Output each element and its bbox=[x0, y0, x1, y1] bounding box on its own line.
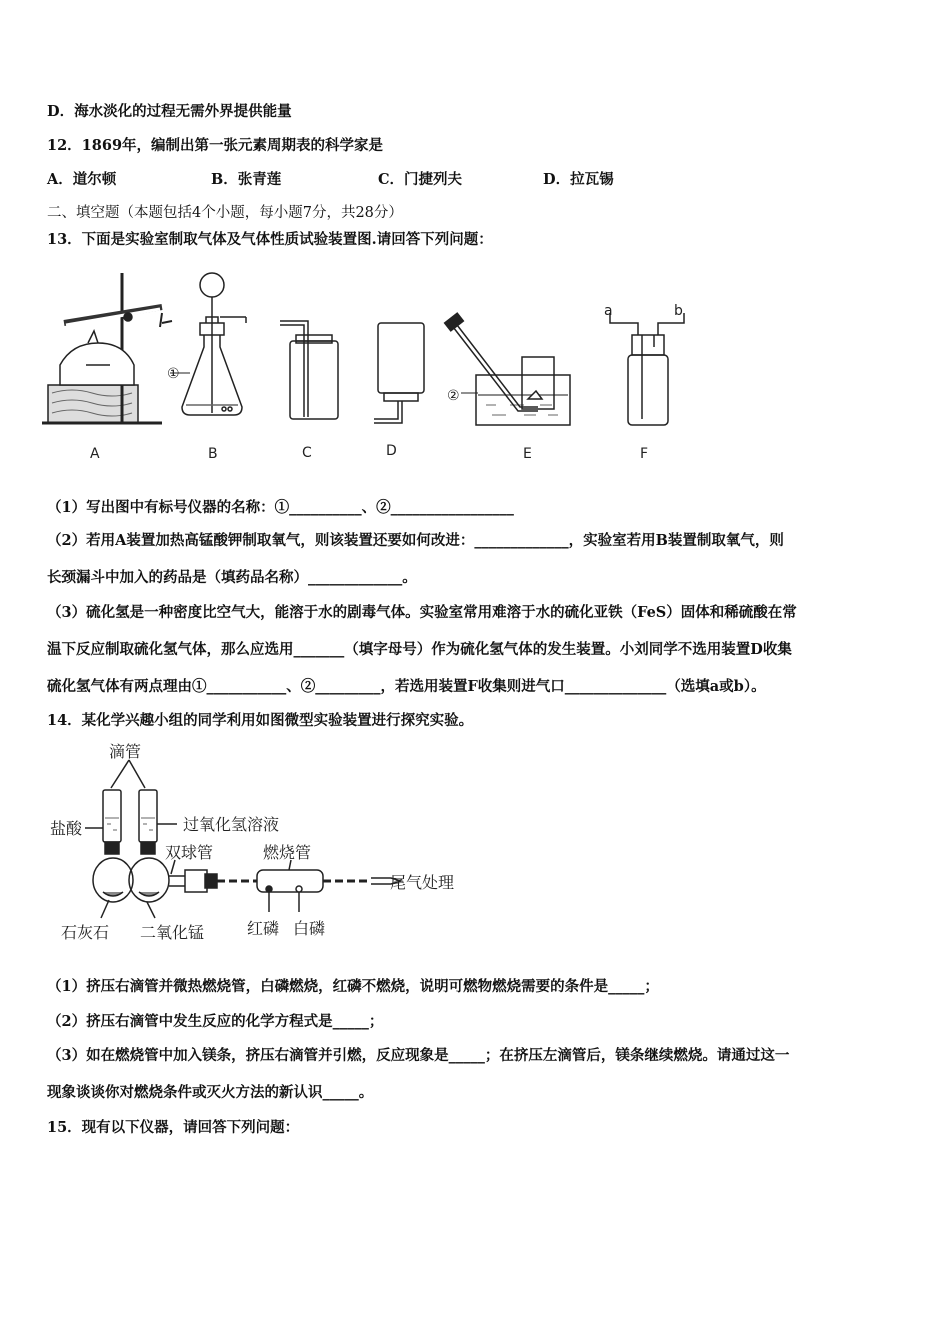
label-combustion-tube: 燃烧管 bbox=[263, 843, 312, 862]
q13-part2-line2: 长颈漏斗中加入的药品是（填药品名称）_____________。 bbox=[47, 569, 417, 586]
q13-part3-line2: 温下反应制取硫化氢气体，那么应选用_______（填字母号）作为硫化氢气体的发生装置。小刘同学不选用装置D收集 bbox=[47, 641, 792, 658]
q14-part3-line2: 现象谈谈你对燃烧条件或灭火方法的新认识_____。 bbox=[47, 1084, 374, 1101]
label-b: B bbox=[208, 446, 218, 462]
q13-part3-line3: 硫化氢气体有两点理由①___________、②_________，若选用装置F收集则进气口______________（选填a或b）。 bbox=[47, 678, 766, 695]
q13-stem: 13．下面是实验室制取气体及气体性质试验装置图.请回答下列问题： bbox=[47, 231, 493, 248]
q11-option-d: D．海水淡化的过程无需外界提供能量 bbox=[47, 103, 292, 120]
apparatus-d bbox=[374, 323, 424, 423]
label-h2o2: 过氧化氢溶液 bbox=[183, 815, 280, 834]
mark-a: a bbox=[604, 303, 613, 319]
label-c: C bbox=[302, 445, 312, 461]
section-title: 二、填空题（本题包括4个小题，每小题7分，共28分） bbox=[47, 205, 403, 221]
label-tail-gas: 尾气处理 bbox=[390, 873, 455, 892]
apparatus-a bbox=[42, 273, 172, 423]
q14-part1: （1）挤压右滴管并微热燃烧管，白磷燃烧，红磷不燃烧，说明可燃物燃烧需要的条件是_____； bbox=[47, 978, 659, 995]
q14-stem: 14．某化学兴趣小组的同学利用如图微型实验装置进行探究实验。 bbox=[47, 712, 474, 729]
apparatus-e bbox=[445, 313, 570, 425]
label-red-p: 红磷 bbox=[247, 919, 280, 938]
q12-option-a: A．道尔顿 bbox=[47, 171, 117, 188]
apparatus-b bbox=[170, 273, 246, 415]
q13-part2-line1: （2）若用A装置加热高锰酸钾制取氧气，则该装置还要如何改进：_____________，实验室若用B装置制取氧气，则 bbox=[47, 532, 784, 549]
q12-stem: 12．1869年，编制出第一张元素周期表的科学家是 bbox=[47, 137, 384, 154]
q13-part3-line1: （3）硫化氢是一种密度比空气大，能溶于水的剧毒气体。实验室常用难溶于水的硫化亚铁（FeS）固体和稀硫酸在常 bbox=[47, 604, 797, 621]
q15-stem: 15．现有以下仪器，请回答下列问题： bbox=[47, 1119, 300, 1136]
q14-part3-line1: （3）如在燃烧管中加入镁条，挤压右滴管并引燃，反应现象是_____；在挤压左滴管后，镁条继续燃烧。请通过这一 bbox=[47, 1047, 790, 1064]
q13-apparatus-figure bbox=[40, 265, 720, 465]
label-limestone: 石灰石 bbox=[61, 923, 110, 942]
label-f: F bbox=[640, 446, 649, 462]
label-e: E bbox=[523, 446, 532, 462]
label-mno2: 二氧化锰 bbox=[140, 923, 205, 942]
label-a: A bbox=[90, 446, 100, 462]
q12-option-d: D．拉瓦锡 bbox=[543, 171, 614, 188]
label-double-bulb: 双球管 bbox=[165, 843, 214, 862]
mark-one: ① bbox=[167, 366, 180, 382]
label-d: D bbox=[386, 443, 397, 459]
apparatus-f bbox=[610, 313, 684, 425]
q13-part1: （1）写出图中有标号仪器的名称：①__________、②_________________ bbox=[47, 499, 514, 516]
label-white-p: 白磷 bbox=[293, 919, 326, 938]
label-hcl: 盐酸 bbox=[50, 819, 83, 838]
q12-option-b: B．张青莲 bbox=[211, 171, 282, 188]
q14-part2: （2）挤压右滴管中发生反应的化学方程式是_____； bbox=[47, 1013, 384, 1030]
apparatus-c bbox=[280, 321, 338, 419]
label-dropper: 滴管 bbox=[109, 742, 142, 761]
mark-b: b bbox=[674, 303, 683, 319]
q14-apparatus-figure bbox=[45, 740, 475, 945]
mark-two: ② bbox=[447, 388, 460, 404]
q12-option-c: C．门捷列夫 bbox=[378, 171, 463, 188]
